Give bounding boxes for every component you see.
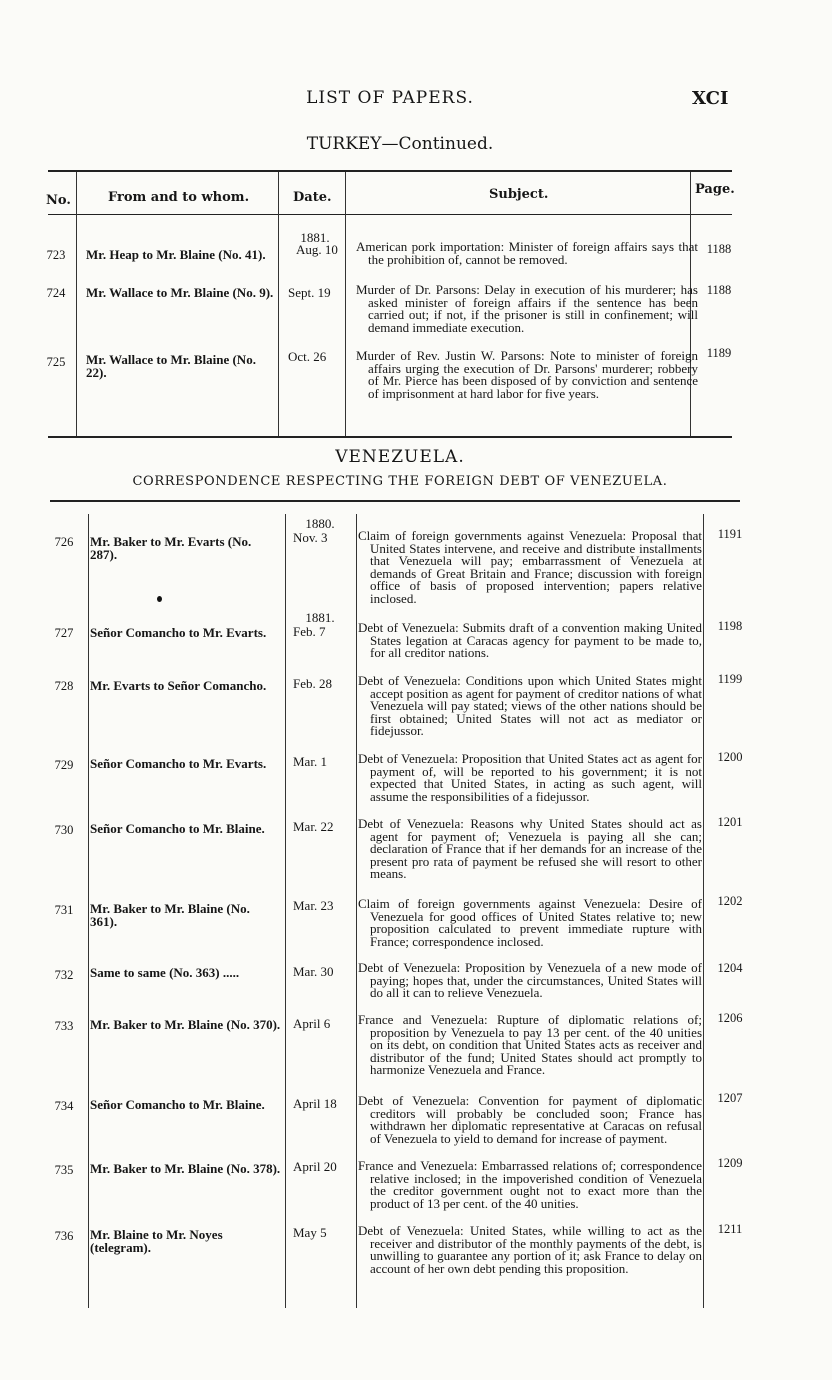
entry-number: 732 (54, 968, 74, 982)
from-to-cell: Señor Comancho to Mr. Evarts. (90, 625, 267, 640)
page-number: XCI (692, 88, 729, 109)
turkey-col-divider (278, 172, 279, 436)
turkey-col-divider (345, 172, 346, 436)
entry-number: 730 (54, 823, 74, 837)
date-cell: April 18 (293, 1096, 337, 1111)
page-ref: 1209 (717, 1156, 743, 1170)
page-ref: 1207 (717, 1091, 743, 1105)
ink-spot (157, 596, 162, 602)
page-ref: 1211 (717, 1222, 743, 1236)
entry-number: 734 (54, 1099, 74, 1113)
date-cell: Mar. 23 (293, 898, 334, 913)
subject-cell: Debt of Venezuela: United States, while willing to act as the receiver and distributor of the monthly payments of the debt, is unwilling to guarantee any portion of it; ask France to delay on account of her own debt pending this proposition. (358, 1223, 702, 1276)
subject-cell: Claim of foreign governments against Venezuela: Proposal that United States intervene, and receive and distribute installments that Venezuela will pay; embarrassment of Venezuela at demands of Great Britain and France; discussion with foreign office of basis of proposed intervention; papers relative inclosed. (358, 528, 702, 606)
from-to-cell: Mr. Baker to Mr. Blaine (No. 378). (90, 1161, 281, 1176)
page-ref: 1201 (717, 815, 743, 829)
column-header-from: From and to whom. (108, 190, 250, 205)
year-label: 1881. (305, 610, 335, 625)
from-to-cell: Mr. Wallace to Mr. Blaine (No. 22). (86, 352, 256, 380)
venezuela-col-divider (285, 514, 286, 1308)
page-ref: 1188 (706, 283, 732, 297)
subject-cell: Debt of Venezuela: Submits draft of a convention making United States legation at Caracas agency for payment to be made to, for all creditor nations. (358, 620, 702, 661)
date-cell: Mar. 22 (293, 819, 334, 834)
year-label: 1881. (300, 230, 330, 245)
turkey-top-rule (48, 170, 732, 172)
entry-number: 723 (46, 248, 66, 262)
subject-cell: Murder of Dr. Parsons: Delay in execution of his murderer; has asked minister of foreign affairs if the sentence has been carried out; if not, if the prisoner is still in confinement; will demand immediate execution. (356, 282, 698, 335)
turkey-header-rule (48, 214, 732, 215)
column-header-date: Date. (293, 190, 332, 205)
date-cell: Mar. 30 (293, 964, 334, 979)
entry-number: 724 (46, 286, 66, 300)
from-to-cell: Señor Comancho to Mr. Blaine. (90, 1097, 265, 1112)
section-title-turkey: TURKEY—Continued. (306, 134, 494, 154)
from-to-cell: Mr. Baker to Mr. Evarts (No. 287). (90, 534, 252, 562)
column-header-no: No. (46, 193, 71, 208)
date-cell: Feb. 7 (293, 624, 326, 639)
page-ref: 1189 (706, 346, 732, 360)
from-to-cell: Same to same (No. 363) ..... (90, 965, 240, 980)
date-cell: April 20 (293, 1159, 337, 1174)
venezuela-col-divider (356, 514, 357, 1308)
year-label: 1880. (305, 516, 335, 531)
turkey-col-divider (76, 172, 77, 436)
entry-number: 735 (54, 1163, 74, 1177)
page-ref: 1200 (717, 750, 743, 764)
from-to-cell: Señor Comancho to Mr. Evarts. (90, 756, 267, 771)
page-ref: 1188 (706, 242, 732, 256)
subject-cell: Debt of Venezuela: Convention for payment of diplomatic creditors will probably be concluded soon; France has withdrawn her diplomatic representative at Caracas on refusal of Venezuela to yield to demand for increase of payment. (358, 1093, 702, 1146)
from-to-cell: Mr. Blaine to Mr. Noyes (telegram). (90, 1227, 223, 1255)
running-head (0, 88, 832, 116)
venezuela-top-rule (50, 500, 740, 502)
entry-number: 729 (54, 758, 74, 772)
entry-number: 733 (54, 1019, 74, 1033)
from-to-cell: Mr. Wallace to Mr. Blaine (No. 9). (86, 285, 274, 300)
subject-cell: Claim of foreign governments against Venezuela: Desire of Venezuela for good offices of United States relative to; new proposition calculated to prevent immediate rupture with France; correspondence inclosed. (358, 896, 702, 949)
date-cell: Aug. 10 (296, 242, 338, 257)
column-header-subject: Subject. (489, 187, 549, 202)
from-to-cell: Señor Comancho to Mr. Blaine. (90, 821, 265, 836)
date-cell: Oct. 26 (288, 349, 327, 364)
entry-number: 728 (54, 679, 74, 693)
subject-cell: Debt of Venezuela: Reasons why United States should act as agent for payment of; Venezuela is paying all she can; declaration of France that if her demands for an increase of the present pro rata of payment be refused she will resort to other means. (358, 816, 702, 882)
from-to-cell: Mr. Evarts to Señor Comancho. (90, 678, 267, 693)
from-to-cell: Mr. Baker to Mr. Blaine (No. 370). (90, 1017, 281, 1032)
subject-cell: Murder of Rev. Justin W. Parsons: Note to minister of foreign affairs urging the execution of Dr. Parsons' murderer; robbery of Mr. Pierce has been disposed of by conviction and sentence of imprisonment at hard labor for five years. (356, 348, 698, 401)
entry-number: 725 (46, 355, 66, 369)
subject-cell: France and Venezuela: Rupture of diplomatic relations of; proposition by Venezuela to pay 13 per cent. of the 40 unities on its debt, on condition that United States acts as receiver and distributor of the fund; United States should act promptly to harmonize Venezuela and France. (358, 1012, 702, 1078)
page-ref: 1199 (717, 672, 743, 686)
from-to-cell: Mr. Heap to Mr. Blaine (No. 41). (86, 247, 266, 262)
subject-cell: France and Venezuela: Embarrassed relations of; correspondence relative inclosed; in the impoverished condition of Venezuela the creditor government ought not to exact more than the product of 13 per cent. of the 40 unities. (358, 1158, 702, 1211)
date-cell: Nov. 3 (293, 530, 328, 545)
subject-cell: Debt of Venezuela: Proposition by Venezuela of a new mode of paying; hopes that, under the circumstances, United States will do all it can to relieve Venezuela. (358, 960, 702, 1001)
date-cell: Sept. 19 (288, 285, 331, 300)
page-ref: 1206 (717, 1011, 743, 1025)
page-title: LIST OF PAPERS. (306, 88, 474, 108)
from-to-cell: Mr. Baker to Mr. Blaine (No. 361). (90, 901, 250, 929)
turkey-bottom-rule (48, 436, 732, 438)
entry-number: 727 (54, 626, 74, 640)
entry-number: 726 (54, 535, 74, 549)
page-ref: 1191 (717, 527, 743, 541)
page-ref: 1198 (717, 619, 743, 633)
venezuela-col-divider (703, 514, 704, 1308)
entry-number: 731 (54, 903, 74, 917)
subject-cell: Debt of Venezuela: Proposition that United States act as agent for payment of, will be reported to his government; it is not expected that United States, in acting as such agent, will assume the responsibilities of a fidejussor. (358, 751, 702, 804)
page-ref: 1204 (717, 961, 743, 975)
column-header-page: Page. (695, 182, 735, 197)
subject-cell: American pork importation: Minister of foreign affairs says that the prohibition of, cannot be removed. (356, 239, 698, 267)
section-title-venezuela: VENEZUELA. (335, 447, 465, 467)
date-cell: April 6 (293, 1016, 331, 1031)
subject-cell: Debt of Venezuela: Conditions upon which United States might accept position as agent for payment of creditor nations of what Venezuela will pay stated; views of the other nations should be first obtained; United States will not act as mediator or fidejussor. (358, 673, 702, 739)
date-cell: Mar. 1 (293, 754, 327, 769)
date-cell: May 5 (293, 1225, 327, 1240)
page-ref: 1202 (717, 894, 743, 908)
date-cell: Feb. 28 (293, 676, 332, 691)
entry-number: 736 (54, 1229, 74, 1243)
section-subtitle: CORRESPONDENCE RESPECTING THE FOREIGN DEBT OF VENEZUELA. (132, 474, 668, 489)
